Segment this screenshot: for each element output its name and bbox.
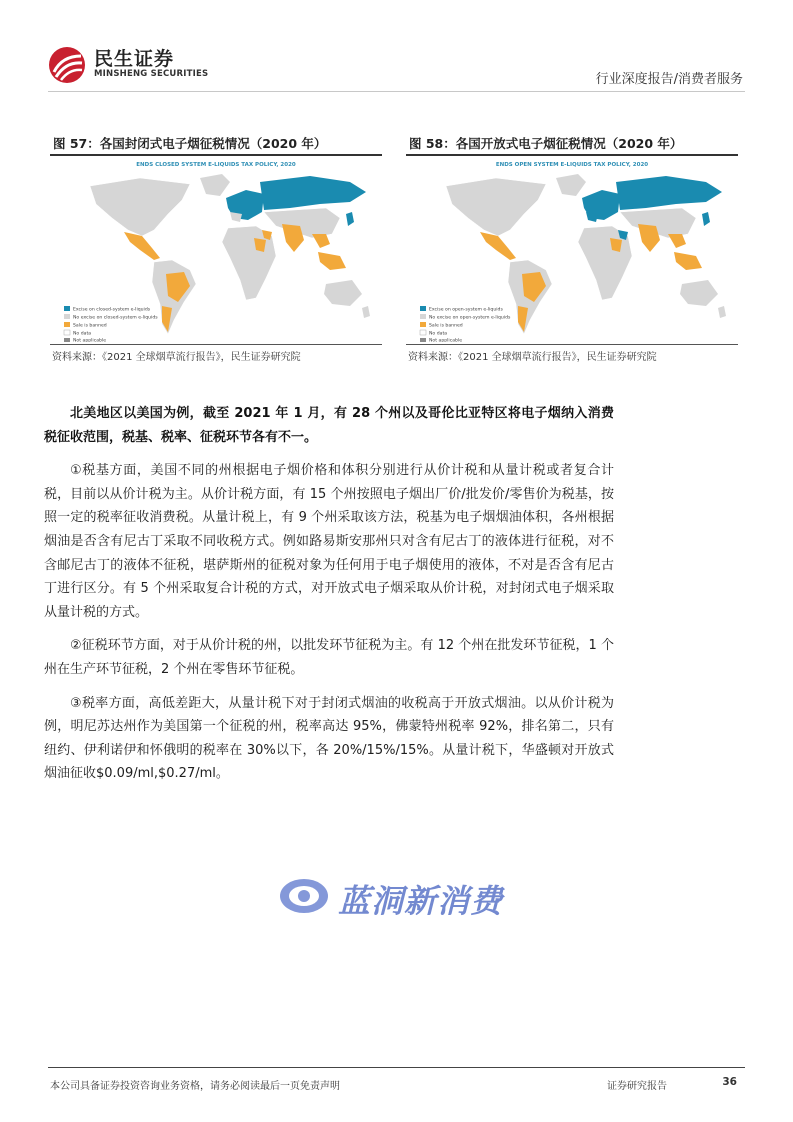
tax-rate-paragraph: ③税率方面，高低差距大，从量计税下对于封闭式烟油的收税高于开放式烟油。以从价计税为例，明尼苏达州作为美国第一个征税的州，税率高达 95%，佛蒙特州税率 92%，排名第二，只有纽约、伊利诺伊和怀俄明的税率在 30%以下，各 20%/15%/15%。从量计税下，华盛顿对开放式烟油征收$0.09/ml,$0.27/ml。	[44, 695, 614, 782]
tax-base-paragraph: ①税基方面，美国不同的州根据电子烟价格和体积分别进行从价计税和从量计税或者复合计税，目前以从价计税为主。从价计税方面，有 15 个州按照电子烟出厂价/批发价/零售价为税基，按照一定的税率征收消费税。从量计税上，有 9 个州采取该方法，税基为电子烟烟油体积，各州根据烟油是否含有尼古丁采取不同收税方式。例如路易斯安那州只对含有尼古丁的液体进行征税，对不含邮尼古丁的液体不征税，堪萨斯州的征税对象为任何用于电子烟使用的液体，不对是否含有尼古丁进行区分。有 5 个州采取复合计税的方式，对开放式电子烟采取从价计税，对封闭式电子烟采取从量计税的方式。	[44, 463, 614, 620]
legend-label: Sale is banned	[73, 323, 107, 329]
map-image	[50, 156, 382, 342]
body-content	[44, 402, 614, 796]
legend-label: No excise on closed-system e-liquids	[73, 315, 158, 321]
map-legend	[64, 306, 158, 342]
footer-report-type: 证券研究报告	[607, 1081, 667, 1092]
map-image	[406, 156, 738, 342]
watermark	[278, 873, 528, 923]
page-number: 36	[722, 1076, 737, 1088]
world-map-open-system	[406, 156, 738, 342]
legend-label: No data	[73, 331, 92, 337]
watermark-logo-icon	[278, 877, 330, 915]
legend-label: Excise on open-system e-liquids	[429, 307, 503, 313]
legend-label: Not applicable	[73, 338, 107, 342]
figure-title: 图 57：各国封闭式电子烟征税情况（2020 年）	[50, 134, 382, 156]
figure-source: 资料来源：《2021 全球烟草流行报告》，民生证券研究院	[406, 344, 738, 363]
page-header	[48, 42, 745, 92]
tax-stage-paragraph: ②征税环节方面，对于从价计税的州，以批发环节征税为主。有 12 个州在批发环节征税，1 个州在生产环节征税，2 个州在零售环节征税。	[44, 638, 614, 677]
map-caption: ENDS CLOSED SYSTEM E-LIQUIDS TAX POLICY, 2020	[136, 162, 296, 168]
footer-disclaimer: 本公司具备证券投资咨询业务资格，请务必阅读最后一页免责声明	[50, 1081, 340, 1092]
lead-paragraph: 北美地区以美国为例，截至 2021 年 1 月，有 28 个州以及哥伦比亚特区将电子烟纳入消费税征收范围，税基、税率、征税环节各有不一。	[44, 406, 614, 445]
page-footer	[48, 1067, 745, 1097]
logo-english-name: MINSHENG SECURITIES	[94, 69, 209, 79]
world-map-closed-system	[50, 156, 382, 342]
legend-label: No excise on open-system e-liquids	[429, 315, 511, 321]
logo-chinese-name: 民生证券	[94, 48, 175, 70]
legend-label: No data	[429, 331, 448, 337]
figure-title: 图 58：各国开放式电子烟征税情况（2020 年）	[406, 134, 738, 156]
report-section: 行业深度报告/消费者服务	[595, 72, 743, 87]
figure-57	[50, 134, 382, 363]
figure-58	[406, 134, 738, 363]
watermark-text: 蓝洞新消费	[338, 882, 504, 920]
map-legend	[420, 306, 511, 342]
map-caption: ENDS OPEN SYSTEM E-LIQUIDS TAX POLICY, 2020	[495, 162, 649, 168]
figure-source: 资料来源：《2021 全球烟草流行报告》，民生证券研究院	[50, 344, 382, 363]
legend-label: Not applicable	[429, 338, 463, 342]
minsheng-logo-icon	[48, 46, 86, 84]
minsheng-logo	[48, 42, 208, 86]
legend-label: Excise on closed-system e-liquids	[73, 307, 151, 313]
legend-label: Sale is banned	[429, 323, 463, 329]
